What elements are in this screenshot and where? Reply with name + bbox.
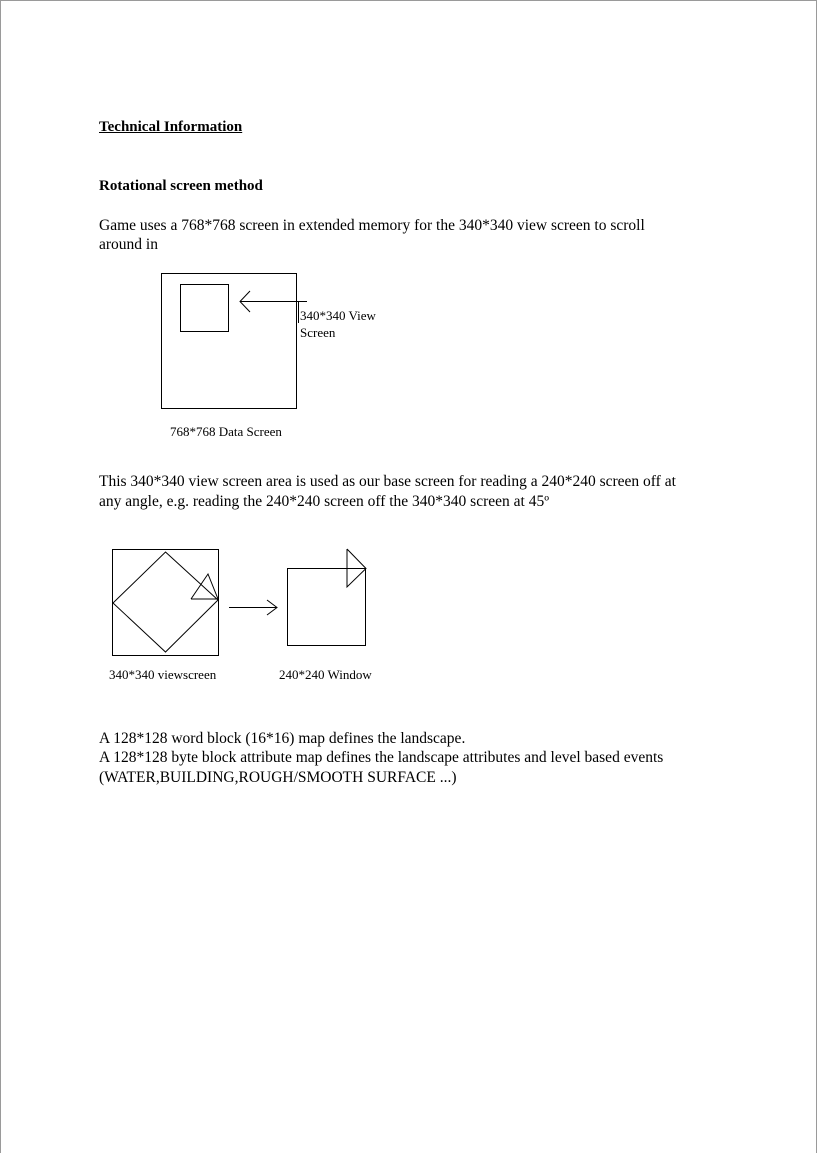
paragraph-3-line-1: A 128*128 word block (16*16) map defines the landscape. (99, 730, 466, 747)
section-heading: Rotational screen method (99, 178, 263, 194)
paragraph-1-line-2: around in (99, 236, 158, 253)
paragraph-3-line-2: A 128*128 byte block attribute map defines the landscape attributes and level based events (99, 749, 664, 766)
view-screen-label-line-1: 340*340 View (300, 308, 376, 323)
paragraph-3-line-3: (WATER,BUILDING,ROUGH/SMOOTH SURFACE ...) (99, 769, 457, 786)
document-title: Technical Information (99, 119, 243, 135)
data-screen-label: 768*768 Data Screen (170, 424, 282, 439)
paragraph-2-line-1: This 340*340 view screen area is used as our base screen for reading a 240*240 screen off at (99, 473, 676, 490)
rotated-window-square (113, 552, 218, 652)
rotation-corner-marker (191, 574, 218, 599)
window-label: 240*240 Window (279, 667, 372, 682)
paragraph-1-line-1: Game uses a 768*768 screen in extended memory for the 340*340 view screen to scroll (99, 217, 645, 234)
view-screen-label-line-2: Screen (300, 325, 336, 340)
viewscreen-rect (113, 550, 219, 656)
viewscreen-label: 340*340 viewscreen (109, 667, 217, 682)
paragraph-2-line-2: any angle, e.g. reading the 240*240 screen off the 340*340 screen at 45º (99, 493, 549, 510)
